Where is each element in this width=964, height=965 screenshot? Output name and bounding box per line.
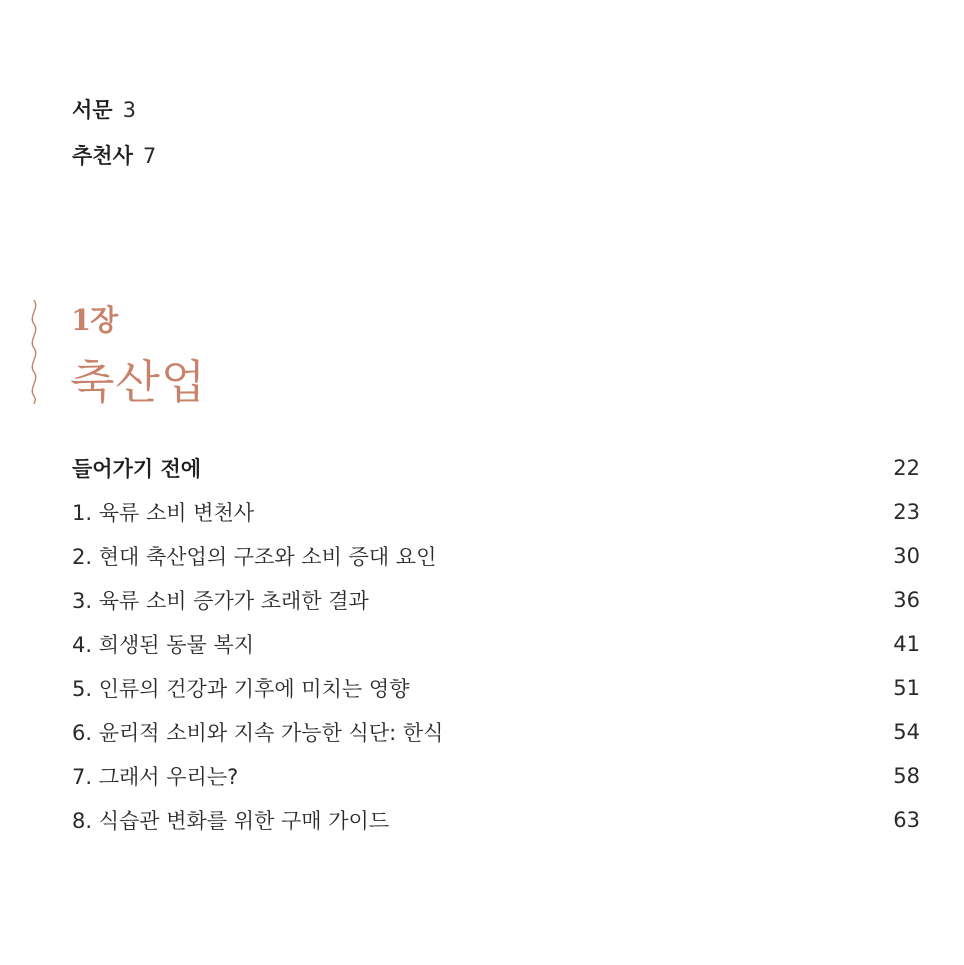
toc-row bbox=[72, 578, 920, 622]
toc-entry-title: 2. 현대 축산업의 구조와 소비 증대 요인 bbox=[72, 545, 437, 569]
front-matter-page: 3 bbox=[122, 98, 136, 122]
front-matter-list bbox=[72, 94, 156, 186]
front-matter-title: 추천사 bbox=[72, 144, 133, 168]
toc-entry-title: 들어가기 전에 bbox=[72, 457, 202, 481]
table-of-contents bbox=[72, 446, 920, 842]
front-matter-page: 7 bbox=[142, 144, 157, 168]
toc-entry-page: 41 bbox=[893, 632, 920, 656]
toc-entry-page: 36 bbox=[893, 588, 920, 612]
toc-entry-title: 8. 식습관 변화를 위한 구매 가이드 bbox=[72, 809, 390, 833]
front-matter-title: 서문 bbox=[72, 98, 113, 122]
toc-row bbox=[72, 446, 920, 490]
toc-entry-page: 54 bbox=[893, 720, 920, 744]
toc-entry-page: 23 bbox=[893, 500, 920, 524]
chapter-number: 1장 bbox=[71, 303, 118, 337]
front-matter-item bbox=[72, 140, 156, 186]
toc-entry-title: 4. 희생된 동물 복지 bbox=[72, 633, 255, 657]
toc-entry-title: 6. 윤리적 소비와 지속 가능한 식단: 한식 bbox=[72, 721, 444, 745]
toc-row bbox=[72, 534, 920, 578]
toc-entry-page: 63 bbox=[893, 808, 920, 832]
toc-entry-page: 22 bbox=[893, 456, 920, 480]
toc-row bbox=[72, 622, 920, 666]
toc-row bbox=[72, 490, 920, 534]
toc-row bbox=[72, 798, 920, 842]
toc-row bbox=[72, 754, 920, 798]
toc-entry-title: 3. 육류 소비 증가가 초래한 결과 bbox=[72, 589, 369, 613]
chapter-title: 축산업 bbox=[70, 355, 207, 409]
toc-entry-page: 51 bbox=[893, 676, 920, 700]
toc-entry-page: 58 bbox=[893, 764, 920, 788]
toc-entry-title: 7. 그래서 우리는? bbox=[72, 765, 239, 789]
toc-entry-page: 30 bbox=[893, 544, 920, 568]
toc-entry-title: 5. 인류의 건강과 기후에 미치는 영향 bbox=[72, 677, 410, 701]
toc-row bbox=[72, 666, 920, 710]
toc-entry-title: 1. 육류 소비 변천사 bbox=[72, 501, 255, 525]
front-matter-item bbox=[72, 94, 156, 140]
toc-row bbox=[72, 710, 920, 754]
wavy-line-ornament bbox=[26, 300, 42, 404]
